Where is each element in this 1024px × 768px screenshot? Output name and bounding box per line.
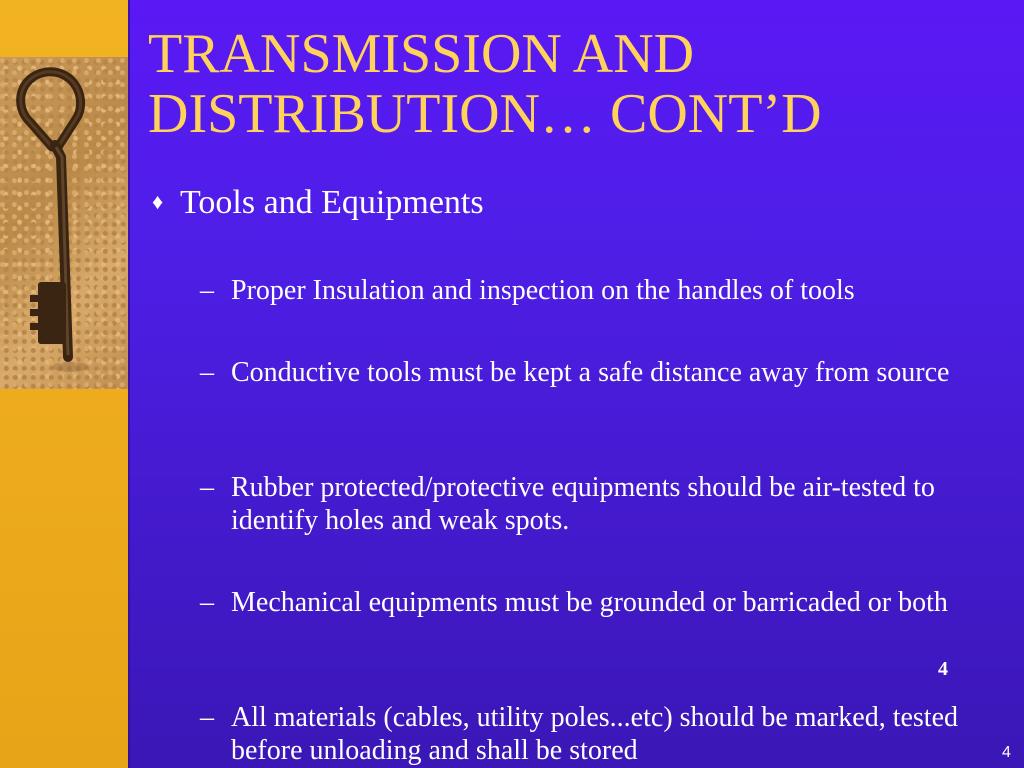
sidebar-divider — [128, 0, 130, 768]
key-icon — [0, 57, 128, 389]
sub-bullet — [200, 356, 1000, 389]
diamond-bullet-icon: ♦ — [152, 189, 164, 214]
main-bullet-text: Tools and Equipments — [180, 184, 484, 221]
sub-bullet-text: Proper Insulation and inspection on the handles of tools — [231, 275, 855, 306]
title-line-1: TRANSMISSION AND — [148, 23, 695, 85]
title-line-2: DISTRIBUTION… CONT’D — [148, 83, 822, 145]
dash-icon: – — [200, 472, 214, 503]
dash-icon: – — [200, 587, 214, 618]
key-image — [0, 57, 128, 389]
main-bullet — [152, 180, 484, 225]
sub-bullet — [200, 471, 1000, 537]
sub-bullet-text: Mechanical equipments must be grounded or barricaded or both — [231, 587, 948, 618]
sub-bullet — [200, 701, 1000, 767]
sub-bullet-text: Rubber protected/protective equipments should be air-tested to identify holes and weak spots. — [231, 472, 935, 536]
dash-icon: – — [200, 275, 214, 306]
dash-icon: – — [200, 357, 214, 388]
page-number: 4 — [1002, 744, 1011, 761]
dash-icon: – — [200, 702, 214, 733]
sub-bullet-text: Conductive tools must be kept a safe distance away from source — [231, 357, 950, 388]
sub-bullet-text: All materials (cables, utility poles...etc) should be marked, tested before unloading and shall be stored — [231, 702, 959, 766]
slide-title — [148, 24, 1008, 144]
sub-bullet — [200, 586, 1000, 619]
page-label: 4 — [938, 658, 948, 680]
sub-bullet — [200, 274, 1000, 307]
